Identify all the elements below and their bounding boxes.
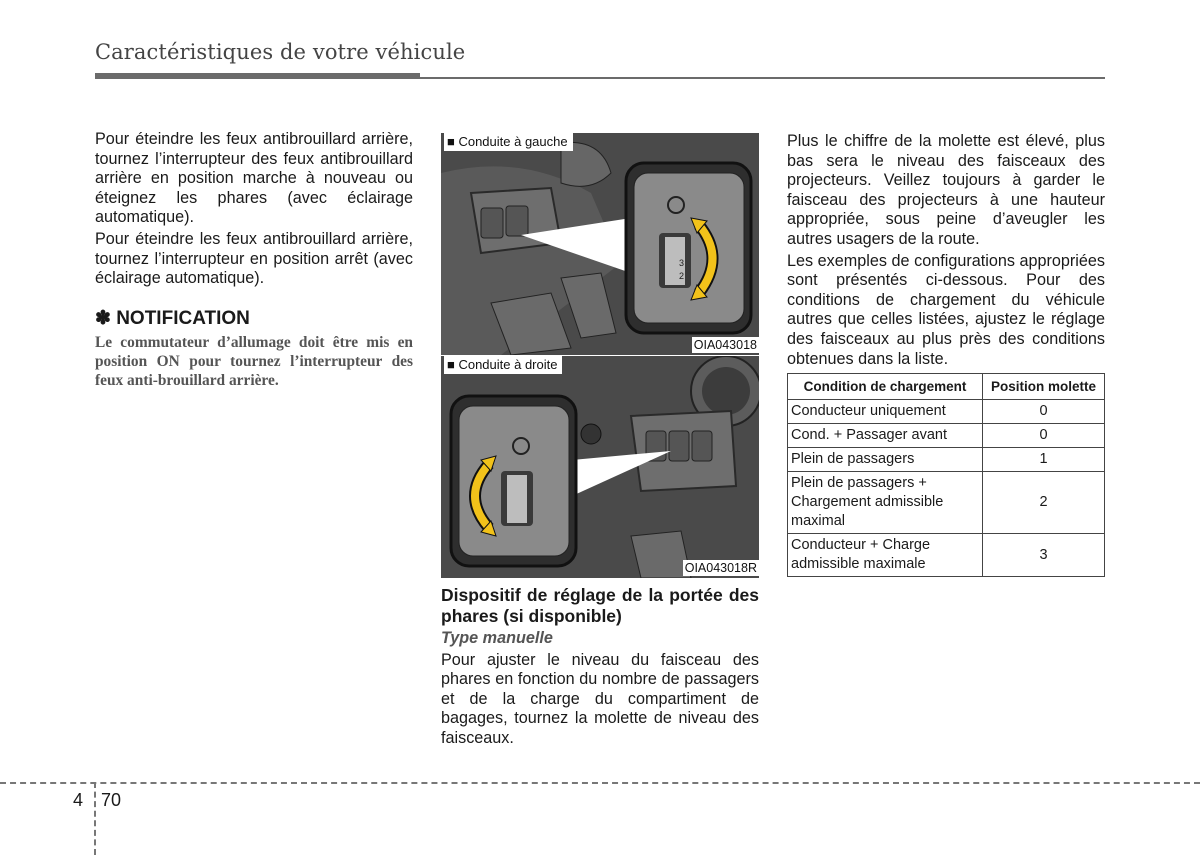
svg-text:3: 3 [679, 258, 685, 268]
section-subtitle: Type manuelle [441, 629, 553, 647]
table-cell: Conducteur uniquement [788, 400, 983, 424]
table-row [788, 400, 1105, 424]
svg-text:2: 2 [679, 271, 685, 281]
table-cell: 3 [983, 534, 1105, 577]
table-cell: Cond. + Passager avant [788, 424, 983, 448]
paragraph: Pour ajuster le niveau du faisceau des phares en fonction du nombre de passagers et de la charge du compartiment de bagages, tournez la molette de niveau des faisceaux. [441, 650, 759, 747]
table-cell: Plein de passagers + Chargement admissible maximal [788, 472, 983, 534]
table-header-row [788, 374, 1105, 400]
table-row [788, 472, 1105, 534]
page-number: 70 [101, 790, 122, 810]
figure-label: ■ Conduite à gauche [444, 133, 573, 151]
header-title: Caractéristiques de votre véhicule [95, 40, 466, 64]
paragraph: Pour éteindre les feux antibrouillard arrière, tournez l’interrupteur en position arrêt (avec éclairage automatique). [95, 229, 413, 288]
footer-divider [0, 782, 1200, 784]
notification-heading [95, 307, 413, 331]
notification-body: Le commutateur d’allumage doit être mis en position ON pour tournez l’interrupteur des feux anti-brouillard arrière. [95, 333, 413, 389]
table-row [788, 424, 1105, 448]
chapter-number: 4 [73, 790, 84, 810]
asterisk-icon: ✽ [95, 307, 111, 329]
figure-label: ■ Conduite à droite [444, 356, 562, 374]
table-cell: Conducteur + Charge admissible maximale [788, 534, 983, 577]
section-title: Dispositif de réglage de la portée des phares (si disponible) [441, 585, 759, 626]
figure-left-hand-drive [441, 133, 759, 355]
paragraph: Pour éteindre les feux antibrouillard arrière, tournez l’interrupteur des feux antibrouillard arrière en position marche à nouveau ou éteignez les phares (avec éclairage automatique). [95, 130, 413, 227]
paragraph: Plus le chiffre de la molette est élevé, plus bas sera le niveau des faisceaux des projecteurs. Veillez toujours à garder le faisceau des projecteurs à une hauteur appropriée, sous peine d’aveugler les autres usagers de la route. [787, 132, 1105, 248]
table-cell: 1 [983, 448, 1105, 472]
table-row [788, 448, 1105, 472]
loading-condition-table [787, 373, 1105, 577]
table-header: Condition de chargement [788, 374, 983, 400]
table-cell: 0 [983, 400, 1105, 424]
table-cell: Plein de passagers [788, 448, 983, 472]
figure-code: OIA043018 [693, 338, 757, 352]
right-column [787, 132, 1105, 371]
header-rule-thin [420, 77, 1105, 79]
dashboard-illustration-lhd [441, 133, 759, 355]
table-cell: 0 [983, 424, 1105, 448]
dashboard-illustration-rhd [441, 356, 759, 578]
table-header: Position molette [983, 374, 1105, 400]
middle-column-text [441, 585, 759, 751]
header-rule [95, 73, 420, 79]
paragraph: Les exemples de configurations appropriées sont présentés ci-dessous. Pour des conditions de chargement du véhicule autres que celles listées, ajustez le réglage des faisceaux au plus près des conditions obtenues dans la liste. [787, 251, 1105, 368]
table-cell: 2 [983, 472, 1105, 534]
left-column [95, 130, 413, 390]
figure-right-hand-drive [441, 356, 759, 578]
notification-title: NOTIFICATION [116, 307, 250, 329]
figure-code: OIA043018R [684, 561, 757, 575]
table-row [788, 534, 1105, 577]
footer-vertical-divider [94, 782, 96, 855]
